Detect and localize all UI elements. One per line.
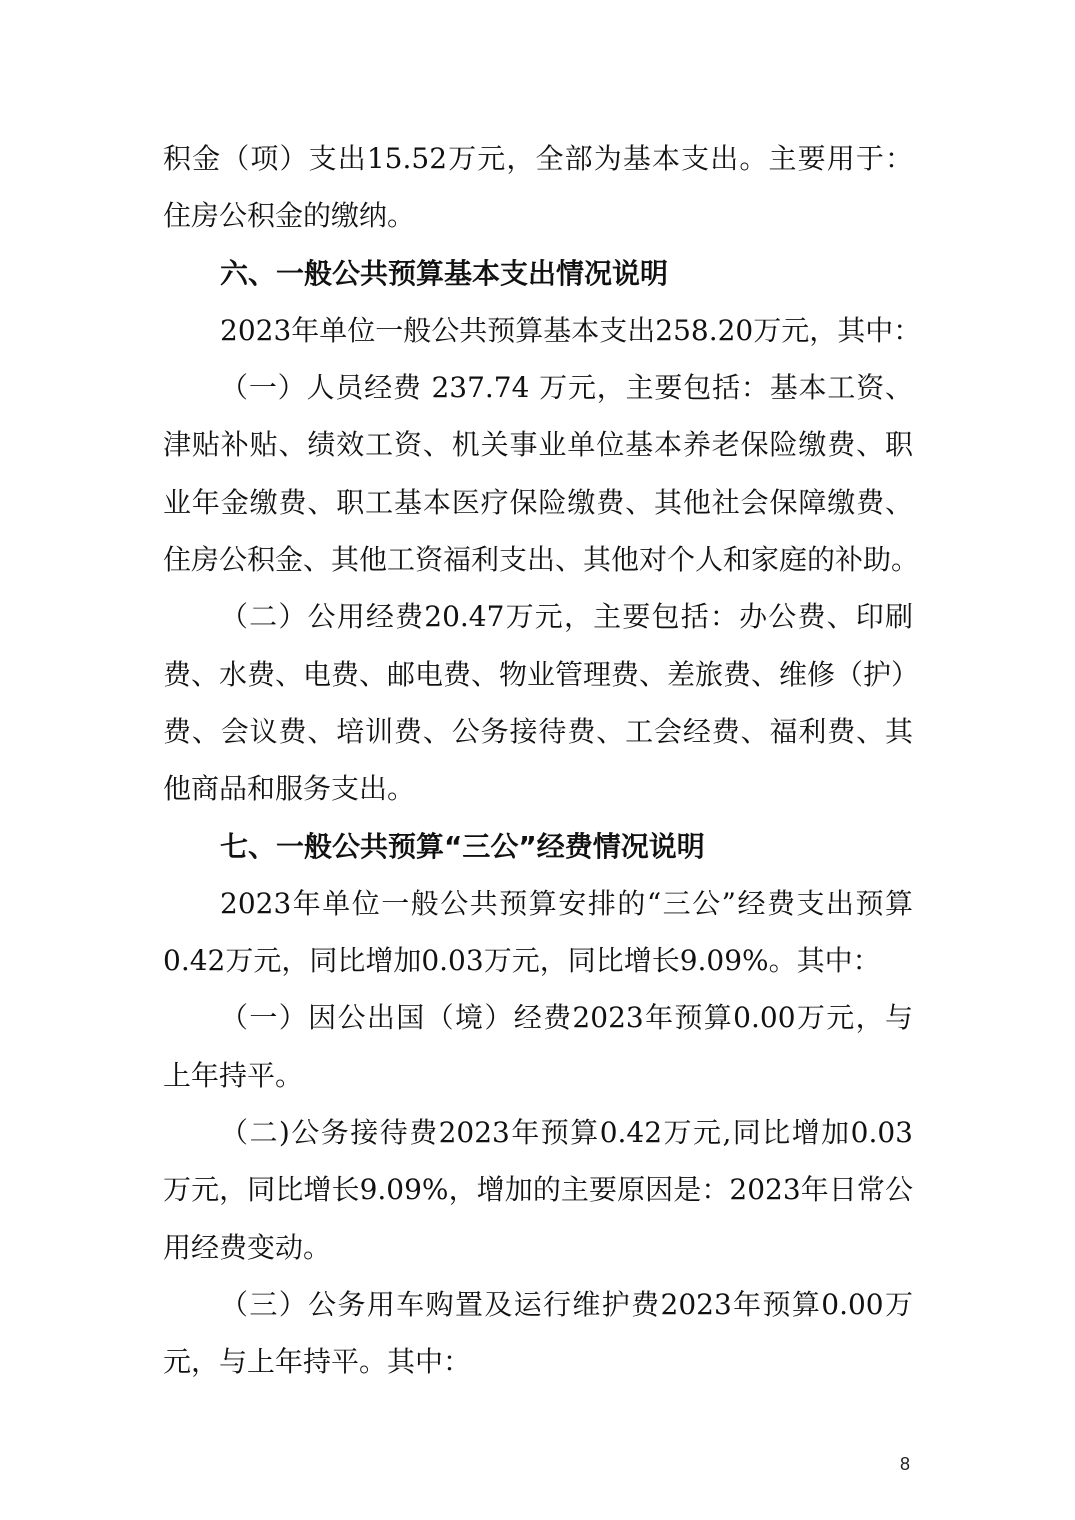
- paragraph-line: 津贴补贴、绩效工资、机关事业单位基本养老保险缴费、职: [163, 428, 913, 462]
- paragraph-line: （三）公务用车购置及运行维护费2023年预算0.00万: [220, 1287, 913, 1321]
- paragraph-line: 他商品和服务支出。: [163, 772, 416, 806]
- paragraph-line: 费、水费、电费、邮电费、物业管理费、差旅费、维修（护）: [163, 657, 920, 691]
- section-heading-7: 七、一般公共预算“三公”经费情况说明: [220, 829, 705, 863]
- paragraph-line: 积金（项）支出15.52万元，全部为基本支出。主要用于：: [163, 142, 913, 175]
- paragraph-line: 费、会议费、培训费、公务接待费、工会经费、福利费、其: [163, 714, 913, 748]
- paragraph-line: 住房公积金、其他工资福利支出、其他对个人和家庭的补助。: [163, 543, 920, 577]
- paragraph-line: （一）人员经费 237.74 万元，主要包括：基本工资、: [220, 371, 913, 405]
- paragraph-line: （二）公用经费20.47万元，主要包括：办公费、印刷: [220, 600, 913, 634]
- paragraph-line: 用经费变动。: [163, 1230, 332, 1264]
- section-heading-6: 六、一般公共预算基本支出情况说明: [220, 256, 669, 290]
- body-text: [163, 130, 922, 1391]
- paragraph-line: 万元，同比增长9.09%，增加的主要原因是：2023年日常公: [163, 1173, 913, 1207]
- page-number: 8: [899, 1454, 910, 1474]
- paragraph-line: 0.42万元，同比增加0.03万元，同比增长9.09%。其中：: [163, 944, 881, 978]
- paragraph-line: 上年持平。: [163, 1058, 304, 1092]
- paragraph-line: 住房公积金的缴纳。: [163, 199, 416, 233]
- paragraph-line: 元，与上年持平。其中：: [163, 1345, 472, 1379]
- paragraph-line: 2023年单位一般公共预算安排的“三公”经费支出预算: [220, 886, 913, 920]
- paragraph-line: （一）因公出国（境）经费2023年预算0.00万元，与: [220, 1001, 913, 1035]
- paragraph-line: 2023年单位一般公共预算基本支出258.20万元，其中：: [220, 313, 922, 347]
- paragraph-line: 业年金缴费、职工基本医疗保险缴费、其他社会保障缴费、: [163, 485, 913, 519]
- paragraph-line: （二)公务接待费2023年预算0.42万元,同比增加0.03: [220, 1116, 913, 1150]
